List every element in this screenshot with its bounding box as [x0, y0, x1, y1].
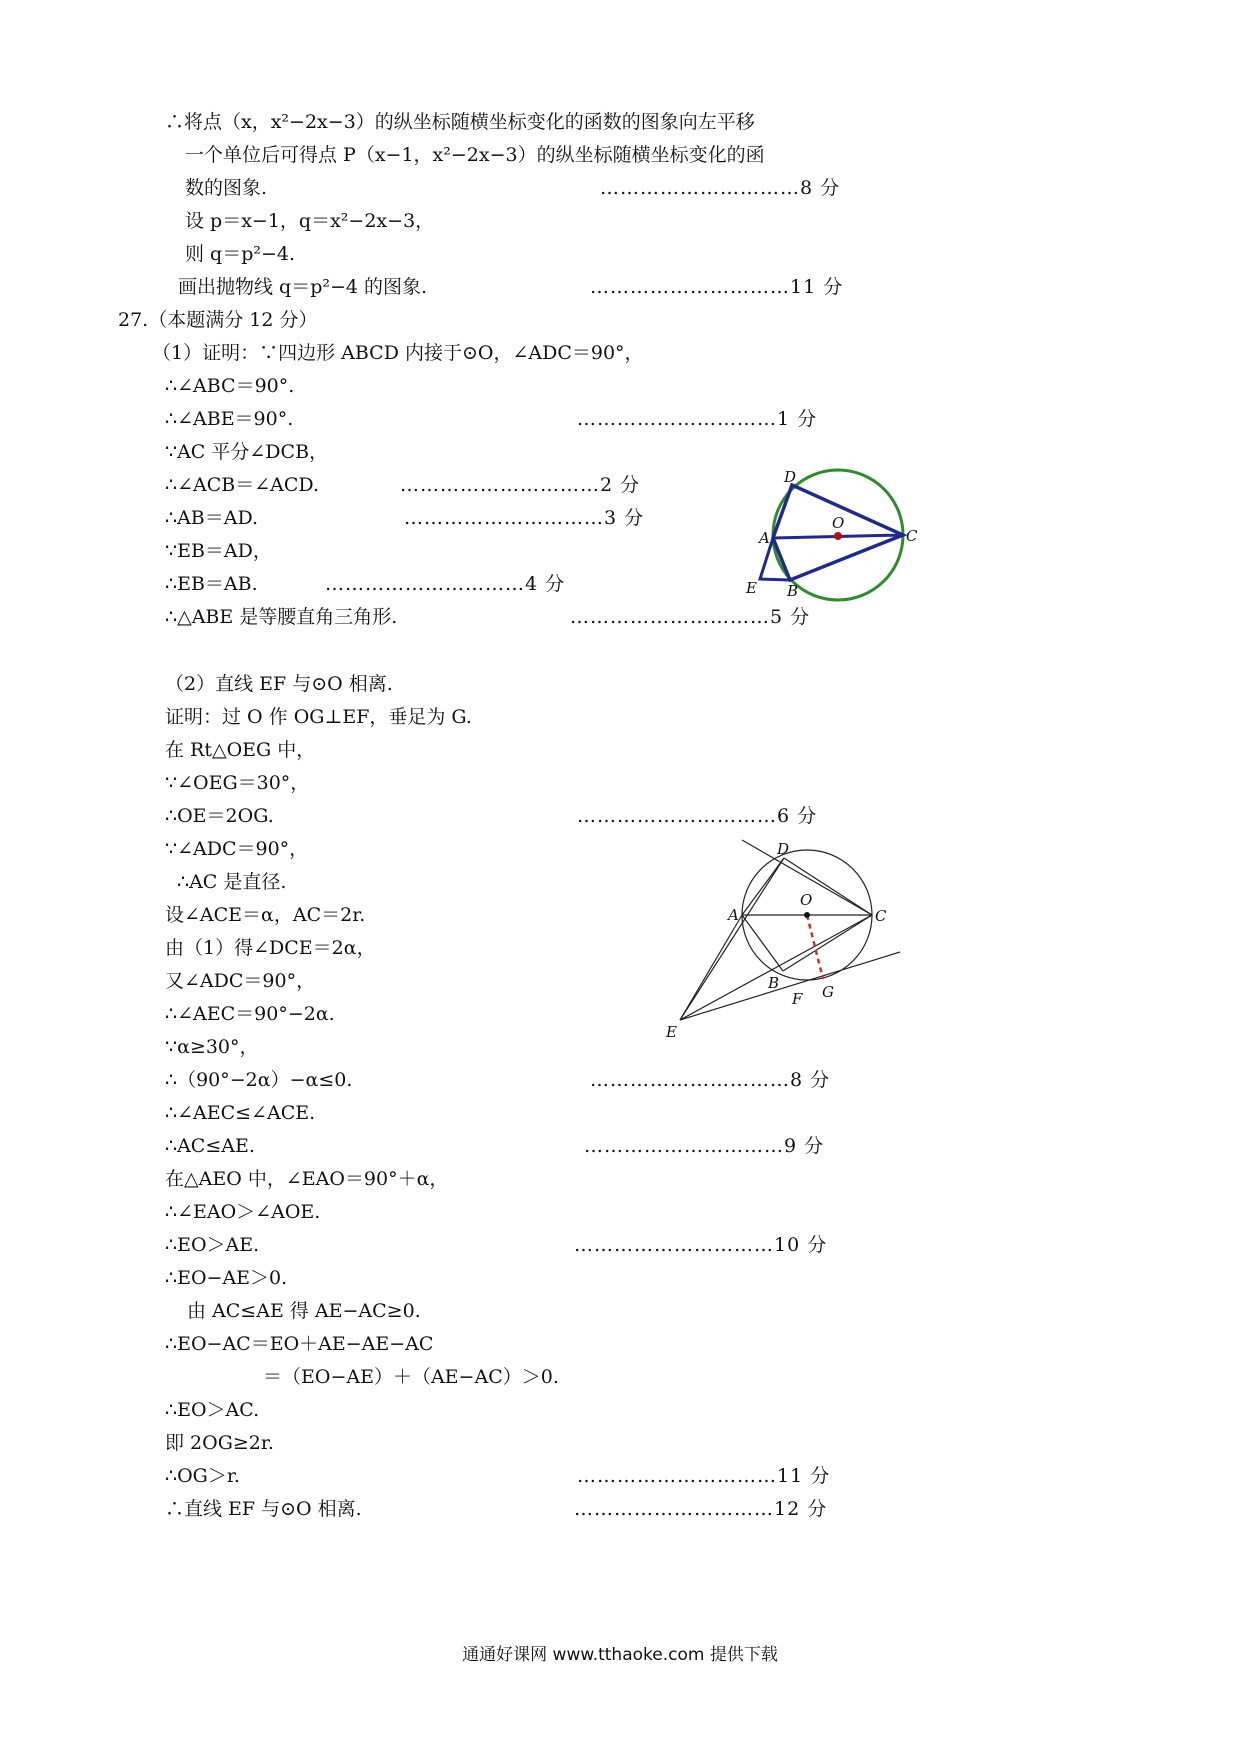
label-d: D [777, 840, 790, 858]
text-line: ∵α≥30°， [165, 1036, 259, 1058]
text-line: ∴∠AEC＝90°−2α. [165, 1003, 335, 1025]
score-marker: …………………………1 分 [577, 408, 818, 430]
text-line: ∴AB＝AD. [165, 507, 259, 529]
label-c: C [906, 527, 918, 545]
text-line: 证明：过 O 作 OG⊥EF，垂足为 G. [165, 706, 472, 728]
line-ef [680, 952, 900, 1020]
text-line: 设∠ACE＝α，AC＝2r. [165, 904, 366, 926]
label-c: C [875, 907, 887, 925]
score-marker: …………………………10 分 [574, 1234, 828, 1256]
text-line: 则 q＝p²−4. [185, 243, 296, 265]
segment-ed [680, 858, 784, 1020]
text-line: ∵EB＝AD， [165, 540, 272, 562]
text-line: ∴EO−AE＞0. [165, 1267, 288, 1289]
label-a: A [728, 906, 739, 924]
score-marker: …………………………6 分 [577, 805, 818, 827]
label-b: B [787, 582, 799, 600]
score-marker: …………………………3 分 [404, 507, 645, 529]
text-line: 27.（本题满分 12 分） [118, 309, 318, 331]
score-marker: …………………………12 分 [574, 1498, 828, 1520]
label-g: G [822, 983, 834, 1001]
segment-dc [784, 858, 872, 915]
text-line: 设 p＝x−1，q＝x²−2x−3， [185, 210, 435, 232]
text-line: （1）证明：∵四边形 ABCD 内接于⊙O，∠ADC＝90°， [152, 342, 644, 364]
segment-ec [680, 915, 872, 1020]
text-line: 画出抛物线 q＝p²−4 的图象. [178, 276, 428, 298]
text-line: ∴OE＝2OG. [165, 805, 274, 827]
text-line: ∴EO＞AE. [165, 1234, 260, 1256]
score-marker: …………………………8 分 [600, 177, 841, 199]
text-line: ∴∠EAO＞∠AOE. [165, 1201, 321, 1223]
text-line: 一个单位后可得点 P（x−1，x²−2x−3）的纵坐标随横坐标变化的函 [185, 144, 765, 166]
text-line: ∴∠ABE＝90°. [165, 408, 294, 430]
text-line: ∴EB＝AB. [165, 573, 258, 595]
score-marker: …………………………5 分 [570, 606, 811, 628]
page-footer: 通通好课网 www.tthaoke.com 提供下载 [462, 1645, 778, 1665]
text-line: 在 Rt△OEG 中， [165, 739, 316, 761]
score-marker: …………………………11 分 [590, 276, 844, 298]
label-e: E [746, 579, 757, 597]
center-o [834, 532, 842, 540]
score-marker: …………………………4 分 [325, 573, 566, 595]
text-line: ∴AC 是直径. [177, 871, 287, 893]
text-line: ＝（EO−AE）＋（AE−AC）＞0. [263, 1366, 559, 1388]
text-line: ∵∠ADC＝90°， [165, 838, 309, 860]
text-line: 由 AC≤AE 得 AE−AC≥0. [187, 1300, 421, 1322]
center-o [804, 912, 810, 918]
text-line: ∴AC≤AE. [165, 1135, 255, 1157]
score-marker: …………………………2 分 [400, 474, 641, 496]
text-line: ∴EO＞AC. [165, 1399, 260, 1421]
label-f: F [792, 990, 803, 1008]
text-line: ∴∠ACB＝∠ACD. [165, 474, 320, 496]
label-e: E [666, 1023, 677, 1041]
label-a: A [759, 529, 770, 547]
text-line: ∴直线 EF 与⊙O 相离. [165, 1498, 362, 1520]
text-line: ∵AC 平分∠DCB， [165, 441, 329, 463]
text-line: 在△AEO 中，∠EAO＝90°＋α， [165, 1168, 449, 1190]
text-line: ∴△ABE 是等腰直角三角形. [165, 606, 398, 628]
score-marker: …………………………9 分 [584, 1135, 825, 1157]
text-line: ∴将点（x，x²−2x−3）的纵坐标随横坐标变化的函数的图象向左平移 [165, 111, 755, 133]
text-line: ∴（90°−2α）−α≤0. [165, 1069, 353, 1091]
text-line: ∴OG＞r. [165, 1465, 240, 1487]
text-line: 即 2OG≥2r. [165, 1432, 274, 1454]
text-line: ∴∠AEC≤∠ACE. [165, 1102, 316, 1124]
score-marker: …………………………8 分 [590, 1069, 831, 1091]
figure-1-diagram [740, 465, 940, 605]
label-b: B [768, 974, 780, 992]
score-marker: …………………………11 分 [577, 1465, 831, 1487]
text-line: ∴EO−AC＝EO＋AE−AE−AC [165, 1333, 434, 1355]
label-o: O [832, 514, 845, 532]
text-line: ∴∠ABC＝90°. [165, 375, 295, 397]
label-o: O [800, 891, 813, 909]
text-line: （2）直线 EF 与⊙O 相离. [165, 673, 393, 695]
figure-2-diagram [660, 840, 920, 1050]
segment-bc [783, 915, 872, 971]
text-line: ∵∠OEG＝30°， [165, 772, 310, 794]
text-line: 数的图象. [185, 177, 268, 199]
label-d: D [784, 468, 797, 486]
text-line: 又∠ADC＝90°， [165, 970, 316, 992]
text-line: 由（1）得∠DCE＝2α， [165, 937, 376, 959]
